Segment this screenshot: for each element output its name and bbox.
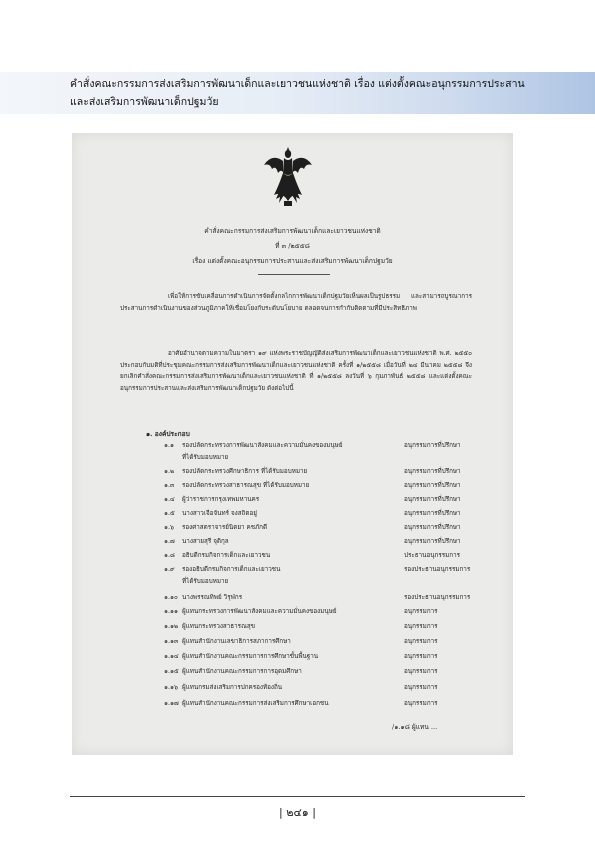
member-row: ๑.๑๔ ผู้แทนสำนักงานคณะกรรมการการศึกษาขั้นพื้นฐาน อนุกรรมการ xyxy=(164,653,438,660)
member-row: ๑.๑๑ ผู้แทนกระทรวงการพัฒนาสังคมและความมั่นคงของมนุษย์ อนุกรรมการ xyxy=(164,608,438,615)
member-row: ๑.๑๗ ผู้แทนสำนักงานคณะกรรมการส่งเสริมการศึกษาเอกชน อนุกรรมการ xyxy=(164,700,438,707)
member-row-continuation: ที่ได้รับมอบหมาย xyxy=(182,578,229,585)
page-header-title: คำสั่งคณะกรรมการส่งเสริมการพัฒนาเด็กและเยาวชนแห่งชาติ เรื่อง แต่งตั้งคณะอนุกรรมการประสานและส่งเสริมการพัฒนาเด็กปฐมวัย xyxy=(70,78,525,108)
member-row: ๑.๑ รองปลัดกระทรวงการพัฒนาสังคมและความมั่นคงของมนุษย์ อนุกรรมการที่ปรึกษา xyxy=(164,442,461,449)
order-subject: เรื่อง แต่งตั้งคณะอนุกรรมการประสานและส่งเสริมการพัฒนาเด็กปฐมวัย xyxy=(192,257,393,265)
member-row: ๑.๘ อธิบดีกรมกิจการเด็กและเยาวชน ประธานอนุกรรมการ xyxy=(164,552,460,559)
section-composition: ๑. องค์ประกอบ xyxy=(146,430,190,438)
member-row: ๑.๑๒ ผู้แทนกระทรวงสาธารณสุข อนุกรรมการ xyxy=(164,623,438,630)
member-row: ๑.๑๓ ผู้แทนสำนักงานเลขาธิการสภาการศึกษา อนุกรรมการ xyxy=(164,638,438,645)
member-row: ๑.๔ ผู้ว่าราชการกรุงเทพมหานคร อนุกรรมการที่ปรึกษา xyxy=(164,496,461,503)
member-row: ๑.๑๕ ผู้แทนสำนักงานคณะกรรมการการอุดมศึกษา อนุกรรมการ xyxy=(164,668,438,675)
garuda-emblem-icon xyxy=(262,145,314,207)
order-number: ที่ ๓ /๒๕๕๘ xyxy=(275,242,310,250)
member-row: ๑.๒ รองปลัดกระทรวงศึกษาธิการ ที่ได้รับมอบหมาย อนุกรรมการที่ปรึกษา xyxy=(164,468,461,475)
member-row: ๑.๑๐ นางพรรณทิพย์ วิรุฬกร รองประธานอนุกรรมการ xyxy=(164,594,471,601)
order-heading: คำสั่งคณะกรรมการส่งเสริมการพัฒนาเด็กและเยาวชนแห่งชาติ xyxy=(204,227,381,235)
page-number: | ๒๔๑ | xyxy=(279,806,316,819)
paragraph-authority: อาศัยอำนาจตามความในมาตรา ๑๙ แห่งพระราชบัญญัติส่งเสริมการพัฒนาเด็กและเยาวชนแห่งชาติ พ.ศ. ๒๕๕๐ ประกอบกับมติที่ประชุมคณะกรรมการส่งเสริมการพัฒนาเด็กและเยาวชนแห่งชาติ ครั้งที่ ๑/๒๕๕๘ เมื่อวันที่ ๒๔ มีนาคม ๒๕๕๘ จึงยกเลิกคำสั่งคณะกรรมการส่งเสริมการพัฒนาเด็กและเยาวชนแห่งชาติ ที่ ๑/๒๕๕๘ ลงวันที่ ๖ กุมภาพันธ์ ๒๕๕๘ และแต่งตั้งคณะอนุกรรมการประสานและส่งเสริมการพัฒนาเด็กปฐมวัย ดังต่อไปนี้ xyxy=(120,350,472,392)
paragraph-intro: เพื่อให้การขับเคลื่อนการดำเนินการจัดตั้งกลไกการพัฒนาเด็กปฐมวัยเห็นผลเป็นรูปธรรม และสามารถบูรณาการ ประสานการดำเนินงานของส่วนภูมิภาคให้เชื่อมโยงกับระดับนโยบาย ตลอดจนการกำกับติดตามที่มีประสิทธิภาพ xyxy=(120,293,472,312)
member-row: ๑.๕ นางสาวเจือจันทร์ จงสถิตอยู่ อนุกรรมการที่ปรึกษา xyxy=(164,510,461,517)
member-row: ๑.๓ รองปลัดกระทรวงสาธารณสุข ที่ได้รับมอบหมาย อนุกรรมการที่ปรึกษา xyxy=(164,482,461,489)
member-row: ๑.๖ รองศาสตราจารย์นิตยา คชภักดี อนุกรรมการที่ปรึกษา xyxy=(164,524,461,531)
continued-marker: /๑.๑๘ ผู้แทน ... xyxy=(392,723,438,731)
member-row: ๑.๗ นางสายสุรี จุติกุล อนุกรรมการที่ปรึกษา xyxy=(164,538,461,545)
scanned-document xyxy=(72,133,513,755)
footer-divider xyxy=(70,796,525,797)
member-row: ๑.๑๖ ผู้แทนกรมส่งเสริมการปกครองท้องถิ่น อนุกรรมการ xyxy=(164,684,438,691)
member-row: ๑.๙ รองอธิบดีกรมกิจการเด็กและเยาวชน รองประธานอนุกรรมการ xyxy=(164,566,471,573)
subject-underline xyxy=(258,274,330,275)
member-row-continuation: ที่ได้รับมอบหมาย xyxy=(182,454,229,461)
